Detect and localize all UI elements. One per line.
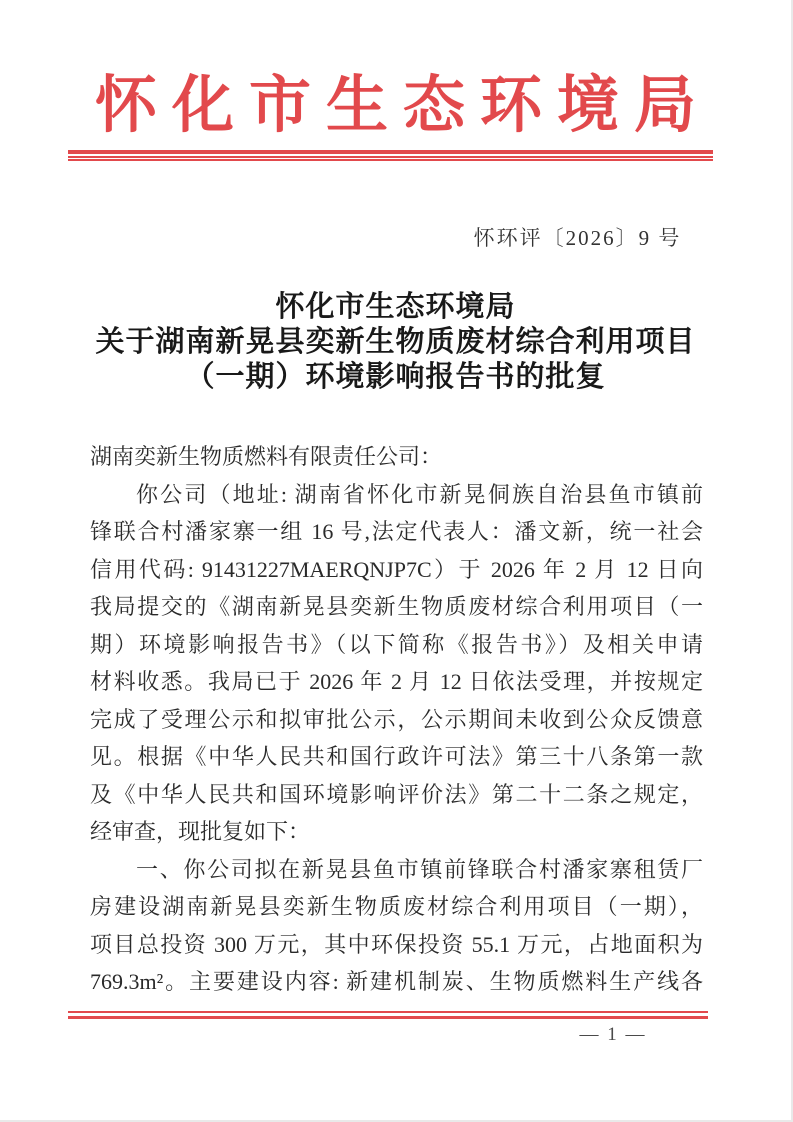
document-title-line-3: （一期）环境影响报告书的批复 [185,361,606,393]
letterhead-agency-name: 怀化市生态环境局 [94,72,711,140]
body-line: 769.3m²。主要建设内容: 新建机制炭、生物质燃料生产线各 [90,969,703,994]
body-line: 期）环境影响报告书》（以下简称《报告书》）及相关申请 [90,631,703,657]
document-title [0,290,791,395]
body-line: 项目总投资 300 万元，其中环保投资 55.1 万元，占地面积为 [90,931,703,957]
page-number: — 1 — [579,1024,647,1045]
body-paragraphs [90,441,703,1004]
body-line: 一、你公司拟在新晃县鱼市镇前锋联合村潘家寨租赁厂 [136,856,703,882]
body-line: 信用代码: 91431227MAERQNJP7C）于 2026 年 2 月 12 日向 [90,556,703,582]
body-line: 完成了受理公示和拟审批公示，公示期间未收到公众反馈意 [90,706,703,732]
body-line: 见。根据《中华人民共和国行政许可法》第三十八条第一款 [90,744,703,769]
footer-rule-thick-line [68,1016,708,1019]
letterhead-rule-thin-line-2 [68,159,713,161]
body-line: 材料收悉。我局已于 2026 年 2 月 12 日依法受理，并按规定 [90,669,703,694]
body-line: 你公司（地址: 湖南省怀化市新晃侗族自治县鱼市镇前 [136,481,703,507]
body-line: 我局提交的《湖南新晃县奕新生物质废材综合利用项目（一 [90,594,703,619]
document-number: 怀环评〔2026〕9 号 [473,226,682,250]
body-line-recipient: 湖南奕新生物质燃料有限责任公司： [90,444,443,469]
body-line: 房建设湖南新晃县奕新生物质废材综合利用项目（一期）， [90,894,703,919]
body-line: 经审查，现批复如下： [90,819,311,844]
letterhead-rule [68,150,713,161]
footer-rule [68,1011,708,1019]
document-title-line-2: 关于湖南新晃县奕新生物质废材综合利用项目 [95,326,696,358]
body-line: 及《中华人民共和国环境影响评价法》第二十二条之规定， [90,781,703,807]
body-line: 锋联合村潘家寨一组 16 号,法定代表人：潘文新，统一社会 [90,519,703,544]
document-title-line-1: 怀化市生态环境局 [275,291,516,323]
